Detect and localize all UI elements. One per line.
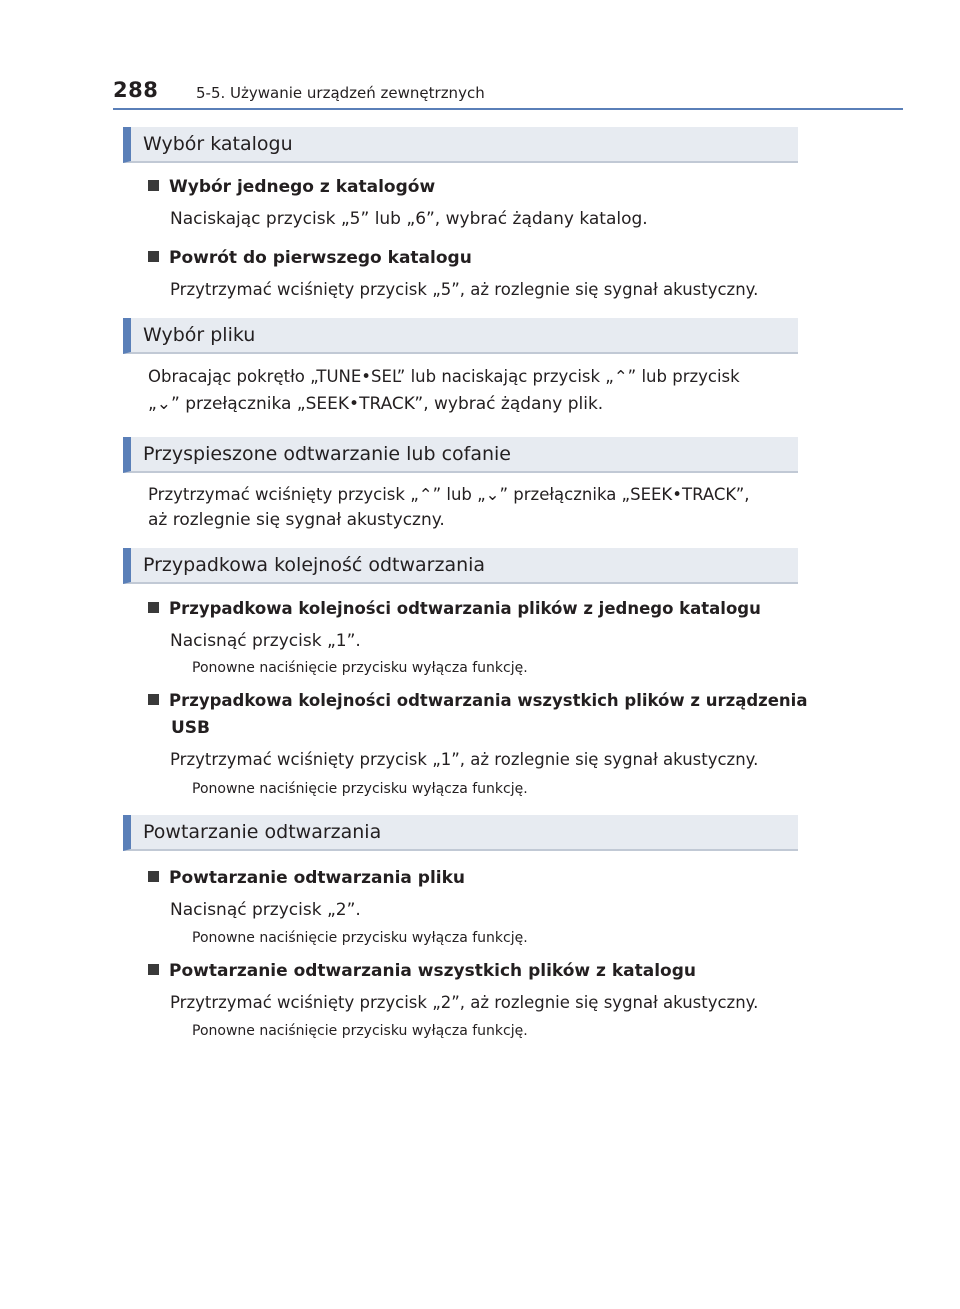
body-text: Przytrzymać wciśnięty przycisk „⌃” lub „⌄” przełącznika „SEEK•TRACK”, xyxy=(148,485,750,504)
subheading-repeat-catalog: Powtarzanie odtwarzania wszystkich plików z katalogu xyxy=(148,961,696,981)
subheading-return-first-catalog: Powrót do pierwszego katalogu xyxy=(148,248,472,268)
section-title: Przyspieszone odtwarzanie lub cofanie xyxy=(143,443,511,465)
note-text: Ponowne naciśnięcie przycisku wyłącza funkcję. xyxy=(192,930,528,946)
body-text: Przytrzymać wciśnięty przycisk „1”, aż rozlegnie się sygnał akustyczny. xyxy=(170,750,759,769)
subheading-repeat-file: Powtarzanie odtwarzania pliku xyxy=(148,868,465,888)
square-bullet-icon xyxy=(148,871,159,882)
square-bullet-icon xyxy=(148,180,159,191)
section-heading-fast-forward-rewind xyxy=(123,437,798,473)
body-text: Nacisnąć przycisk „1”. xyxy=(170,631,361,651)
square-bullet-icon xyxy=(148,694,159,705)
body-text: „⌄” przełącznika „SEEK•TRACK”, wybrać żądany plik. xyxy=(148,394,604,414)
section-title: Wybór pliku xyxy=(143,324,256,346)
body-text: aż rozlegnie się sygnał akustyczny. xyxy=(148,510,445,530)
subheading-random-usb-line2: USB xyxy=(171,718,211,738)
section-heading-repeat-playback xyxy=(123,815,798,851)
chapter-title: 5-5. Używanie urządzeń zewnętrznych xyxy=(196,84,485,102)
section-heading-file-select xyxy=(123,318,798,354)
body-text: Przytrzymać wciśnięty przycisk „5”, aż rozlegnie się sygnał akustyczny. xyxy=(170,280,759,299)
subheading-random-one-catalog: Przypadkowa kolejności odtwarzania plików z jednego katalogu xyxy=(148,599,761,618)
section-title: Wybór katalogu xyxy=(143,133,293,155)
body-text: Nacisnąć przycisk „2”. xyxy=(170,900,361,920)
body-text: Obracając pokrętło „TUNE•SEL” lub naciskając przycisk „⌃” lub przycisk xyxy=(148,367,740,386)
page-number: 288 xyxy=(113,78,159,102)
body-text: Przytrzymać wciśnięty przycisk „2”, aż rozlegnie się sygnał akustyczny. xyxy=(170,993,759,1012)
note-text: Ponowne naciśnięcie przycisku wyłącza funkcję. xyxy=(192,1023,528,1039)
section-title: Przypadkowa kolejność odtwarzania xyxy=(143,554,486,576)
body-text: Naciskając przycisk „5” lub „6”, wybrać żądany katalog. xyxy=(170,209,648,229)
note-text: Ponowne naciśnięcie przycisku wyłącza funkcję. xyxy=(192,781,528,797)
section-heading-random-playback xyxy=(123,548,798,584)
header-rule xyxy=(113,108,903,110)
note-text: Ponowne naciśnięcie przycisku wyłącza funkcję. xyxy=(192,660,528,676)
square-bullet-icon xyxy=(148,964,159,975)
subheading-select-one-catalog: Wybór jednego z katalogów xyxy=(148,177,435,197)
section-heading-catalog-select xyxy=(123,127,798,163)
section-title: Powtarzanie odtwarzania xyxy=(143,821,382,843)
subheading-random-usb: Przypadkowa kolejności odtwarzania wszystkich plików z urządzenia xyxy=(148,691,807,710)
page-header xyxy=(113,78,903,108)
square-bullet-icon xyxy=(148,602,159,613)
square-bullet-icon xyxy=(148,251,159,262)
